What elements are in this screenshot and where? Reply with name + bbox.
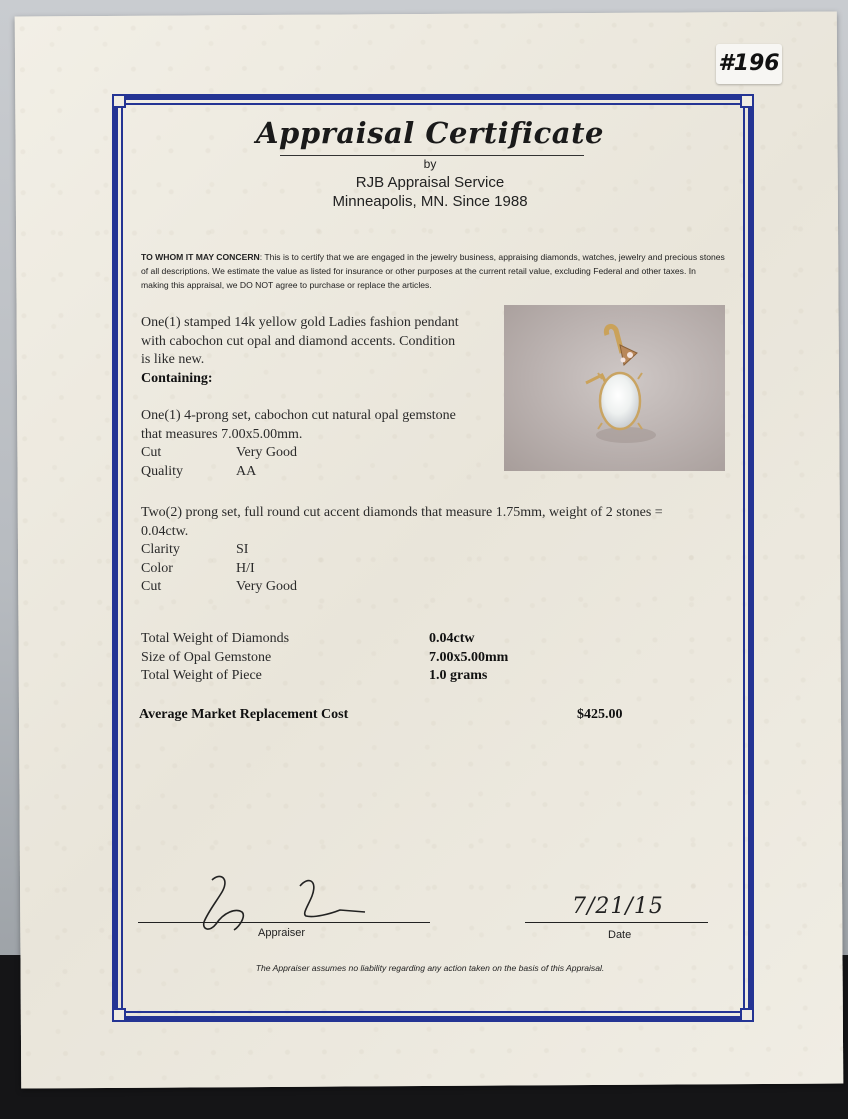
attribute-label: Clarity (141, 542, 180, 557)
attribute-label: Cut (141, 445, 162, 460)
pendant-photo (504, 305, 725, 471)
company-location: Minneapolis, MN. Since 1988 (332, 193, 528, 210)
item-description: One(1) stamped 14k yellow gold Ladies fashion pendant with cabochon cut opal and diamond accents. Condition is like new. (141, 315, 459, 367)
totals-value: 1.0 grams (429, 668, 488, 683)
attribute-row (141, 578, 701, 597)
date-signature-line (525, 922, 708, 923)
handwritten-date: 7/21/15 (572, 894, 664, 919)
attribute-label: Color (141, 560, 173, 576)
replacement-cost-row (139, 707, 639, 723)
company-name: RJB Appraisal Service (355, 174, 505, 191)
concern-paragraph (141, 250, 725, 292)
opal-pendant-image (504, 305, 725, 471)
attribute-value: AA (236, 463, 257, 479)
totals-label: Total Weight of Diamonds (141, 631, 290, 646)
item-description-block (141, 314, 461, 388)
opal-description-block (141, 407, 461, 481)
corner-ornament (740, 1008, 754, 1022)
corner-ornament (740, 94, 754, 108)
totals-value: 0.04ctw (429, 631, 475, 646)
totals-row (141, 649, 561, 668)
lot-tag: #196 (716, 44, 782, 84)
attribute-row (141, 541, 701, 560)
attribute-value: Very Good (236, 579, 298, 594)
diamond-description-block (141, 504, 701, 597)
corner-ornament (112, 1008, 126, 1022)
company-block (230, 173, 630, 211)
opal-description: One(1) 4-prong set, cabochon cut natural opal gemstone that measures 7.00x5.00mm. (141, 408, 456, 442)
attribute-row (141, 444, 461, 463)
totals-label: Total Weight of Piece (141, 668, 262, 683)
totals-value: 7.00x5.00mm (429, 649, 509, 665)
appraiser-label: Appraiser (258, 927, 306, 939)
attribute-row (141, 560, 701, 579)
certificate-title: Appraisal Certificate (256, 116, 604, 150)
totals-row (141, 630, 561, 649)
attribute-row (141, 463, 461, 482)
concern-text: : This is to certify that we are engaged in the jewelry business, appraising diamonds, watches, jewelry and precious stones of all descriptions. We estimate the value as listed for insurance or other purposes at the current retail value, excluding Federal and other taxes. In making this appraisal, we DO NOT agree to purchase or replace the articles. (141, 252, 725, 290)
containing-label: Containing: (141, 370, 213, 386)
corner-ornament (112, 94, 126, 108)
totals-table (141, 630, 561, 686)
date-label: Date (608, 929, 632, 941)
replacement-cost-label: Average Market Replacement Cost (139, 707, 349, 722)
appraiser-signature-line (138, 922, 430, 923)
title-underline (280, 155, 584, 156)
attribute-value: Very Good (236, 445, 298, 460)
by-line: by (423, 157, 437, 171)
totals-row (141, 667, 561, 686)
attribute-label: Quality (141, 463, 183, 479)
replacement-cost-value: $425.00 (577, 707, 623, 722)
attribute-value: H/I (236, 560, 255, 576)
concern-label: TO WHOM IT MAY CONCERN (141, 252, 260, 262)
attribute-label: Cut (141, 579, 162, 594)
totals-label: Size of Opal Gemstone (141, 649, 272, 665)
diamond-description: Two(2) prong set, full round cut accent diamonds that measure 1.75mm, weight of 2 stones = 0.04ctw. (141, 505, 663, 539)
disclaimer: The Appraiser assumes no liability regarding any action taken on the basis of this Appraisal. (255, 963, 605, 973)
attribute-value: SI (236, 542, 249, 557)
